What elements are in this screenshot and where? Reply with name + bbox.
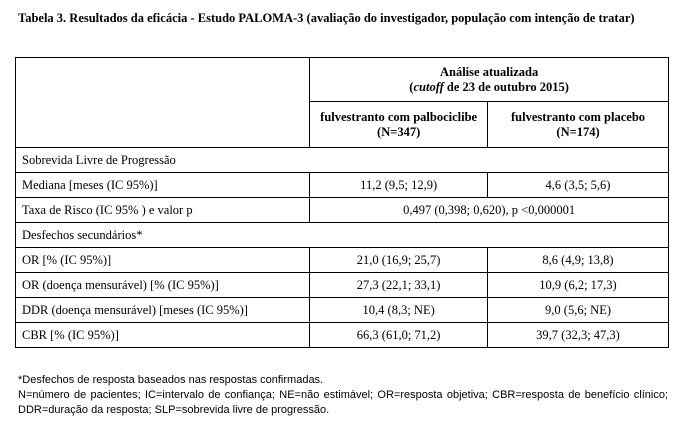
table-row-or-measurable (16, 273, 669, 298)
cutoff-open: ( (409, 79, 414, 94)
section-row-secondary (16, 223, 669, 248)
table-row-ddr (16, 298, 669, 323)
row-label-hazard: Taxa de Risco (IC 95% ) e valor p (16, 198, 310, 223)
row-label-cbr: CBR [% (IC 95%)] (16, 323, 310, 348)
header-arm-palbociclib: fulvestranto com palbociclibe (N=347) (310, 102, 488, 148)
table-row-hazard (16, 198, 669, 223)
cell-hazard-value: 0,497 (0,398; 0,620), p <0,000001 (310, 198, 669, 223)
row-label-ddr: DDR (doença mensurável) [meses (IC 95%)] (16, 298, 310, 323)
header-arm-placebo: fulvestranto com placebo (N=174) (488, 102, 669, 148)
cell-median-palbociclib: 11,2 (9,5; 12,9) (310, 173, 488, 198)
analysis-cutoff (316, 80, 662, 95)
cell-or-placebo: 8,6 (4,9; 13,8) (488, 248, 669, 273)
cell-median-placebo: 4,6 (3,5; 5,6) (488, 173, 669, 198)
cell-or-measurable-palbociclib: 27,3 (22,1; 33,1) (310, 273, 488, 298)
table-row-median (16, 173, 669, 198)
cell-or-measurable-placebo: 10,9 (6,2; 17,3) (488, 273, 669, 298)
row-label-median: Mediana [meses (IC 95%)] (16, 173, 310, 198)
table-header-row-analysis (16, 58, 669, 102)
cell-cbr-placebo: 39,7 (32,3; 47,3) (488, 323, 669, 348)
footnote-secondary-endpoints: *Desfechos de resposta baseados nas respostas confirmadas. (18, 374, 324, 386)
cell-ddr-placebo: 9,0 (5,6; NE) (488, 298, 669, 323)
section-label-pfs: Sobrevida Livre de Progressão (16, 148, 669, 173)
cell-ddr-palbociclib: 10,4 (8,3; NE) (310, 298, 488, 323)
table-row-cbr (16, 323, 669, 348)
table-caption: Tabela 3. Resultados da eficácia - Estudo PALOMA-3 (avaliação do investigador, população com intenção de tratar) (18, 11, 635, 25)
table-footnotes (18, 373, 668, 418)
analysis-title: Análise atualizada (439, 64, 539, 79)
header-empty-cell (16, 58, 310, 148)
section-row-pfs (16, 148, 669, 173)
section-label-secondary: Desfechos secundários* (16, 223, 669, 248)
row-label-or: OR [% (IC 95%)] (16, 248, 310, 273)
efficacy-results-table (15, 57, 669, 348)
cutoff-rest: de 23 de outubro 2015) (443, 79, 569, 94)
header-analysis-cell (310, 58, 669, 102)
cutoff-italic: cutoff (413, 79, 444, 94)
table-row-or (16, 248, 669, 273)
cell-cbr-palbociclib: 66,3 (61,0; 71,2) (310, 323, 488, 348)
row-label-or-measurable: OR (doença mensurável) [% (IC 95%)] (16, 273, 310, 298)
footnote-abbreviations: N=número de pacientes; IC=intervalo de confiança; NE=não estimável; OR=resposta objetiva; CBR=resposta de benefício clínico; DDR=duração da resposta; SLP=sobrevida livre de progressão. (18, 389, 668, 416)
cell-or-palbociclib: 21,0 (16,9; 25,7) (310, 248, 488, 273)
